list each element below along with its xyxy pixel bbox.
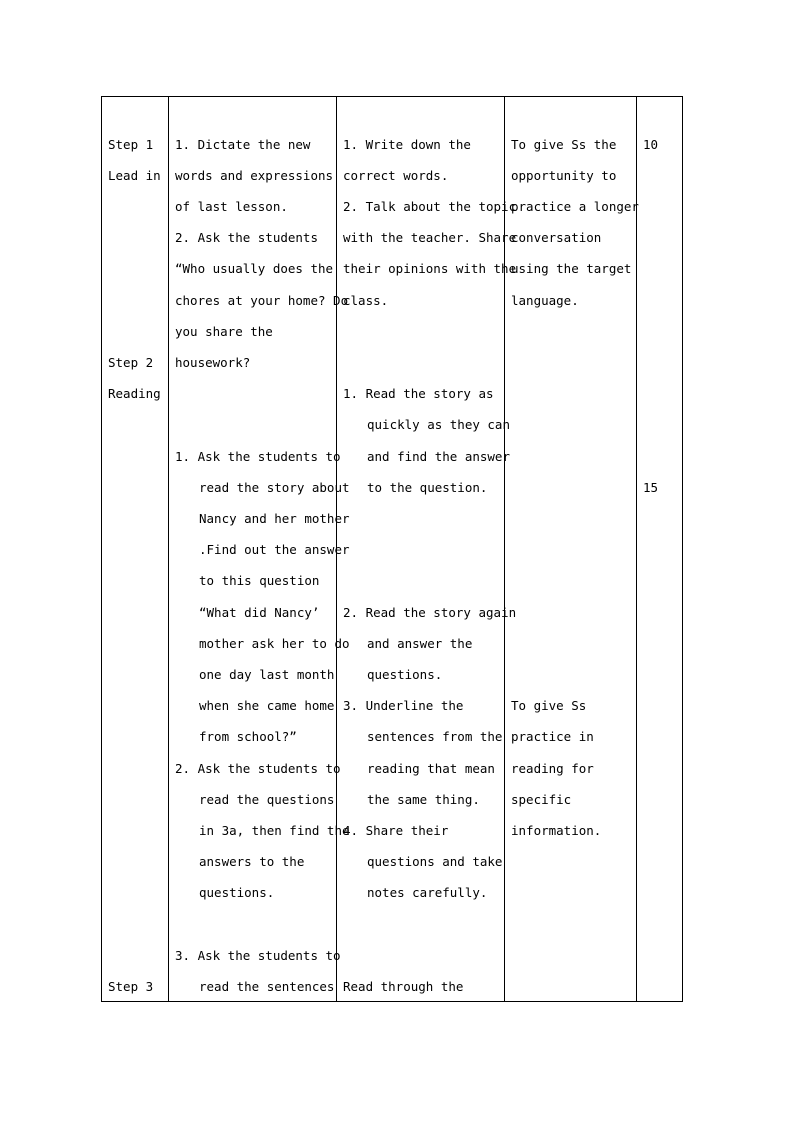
column-divider [636,97,637,1001]
teacher-activity-line: questions. [199,885,275,900]
teacher-activity-line: read the sentences [199,979,335,994]
student-activity-line: 4. Share their [343,823,449,838]
purpose-line: practice in [511,729,594,744]
student-activity-line: to the question. [367,480,488,495]
purpose-line: conversation [511,230,602,245]
teacher-activity-line: in 3a, then find the [199,823,350,838]
student-activity-line: sentences from the [367,729,503,744]
teacher-activity-line: answers to the [199,854,305,869]
purpose-line: To give Ss [511,698,587,713]
purpose-line: language. [511,293,579,308]
purpose-line: reading for [511,761,594,776]
student-activity-line: questions and take [367,854,503,869]
teacher-activity-line: “What did Nancy’ [199,605,320,620]
teacher-activity-line: to this question [199,573,320,588]
student-activity-line: the same thing. [367,792,480,807]
teacher-activity-line: Nancy and her mother [199,511,350,526]
teacher-activity-line: you share the [175,324,273,339]
teacher-activity-line: .Find out the answer [199,542,350,557]
step-name: Reading [108,386,161,401]
student-activity-line: with the teacher. Share [343,230,517,245]
purpose-line: specific [511,792,572,807]
teacher-activity-line: of last lesson. [175,199,288,214]
teacher-activity-line: 2. Ask the students [175,230,318,245]
student-activity-line: quickly as they can [367,417,510,432]
teacher-activity-line: from school?” [199,729,297,744]
time-minutes: 10 [643,137,659,152]
student-activity-line: reading that mean [367,761,495,776]
student-activity-line: and find the answer [367,449,510,464]
teacher-activity-line: when she came home [199,698,335,713]
student-activity-line: 3. Underline the [343,698,464,713]
student-activity-line: their opinions with the [343,261,517,276]
purpose-line: practice a longer [511,199,639,214]
student-activity-line: class. [343,293,389,308]
teacher-activity-line: 1. Dictate the new [175,137,311,152]
student-activity-line: 2. Read the story again [343,605,517,620]
step-label: Step 1 [108,137,154,152]
student-activity-line: Read through the [343,979,464,994]
purpose-line: using the target [511,261,632,276]
purpose-line: To give Ss the [511,137,617,152]
student-activity-line: notes carefully. [367,885,488,900]
teacher-activity-line: 3. Ask the students to [175,948,341,963]
student-activity-line: 1. Write down the [343,137,471,152]
column-divider [168,97,169,1001]
teacher-activity-line: 2. Ask the students to [175,761,341,776]
student-activity-line: 2. Talk about the topic [343,199,517,214]
student-activity-line: and answer the [367,636,473,651]
teacher-activity-line: read the story about [199,480,350,495]
teacher-activity-line: one day last month [199,667,335,682]
teacher-activity-line: housework? [175,355,251,370]
student-activity-line: 1. Read the story as [343,386,494,401]
purpose-line: information. [511,823,602,838]
teacher-activity-line: words and expressions [175,168,334,183]
step-label: Step 2 [108,355,154,370]
teacher-activity-line: mother ask her to do [199,636,350,651]
teacher-activity-line: chores at your home? Do [175,293,349,308]
student-activity-line: correct words. [343,168,449,183]
teacher-activity-line: 1. Ask the students to [175,449,341,464]
time-minutes: 15 [643,480,659,495]
teacher-activity-line: “Who usually does the [175,261,334,276]
step-label: Step 3 [108,979,154,994]
step-name: Lead in [108,168,161,183]
purpose-line: opportunity to [511,168,617,183]
teacher-activity-line: read the questions [199,792,335,807]
student-activity-line: questions. [367,667,443,682]
